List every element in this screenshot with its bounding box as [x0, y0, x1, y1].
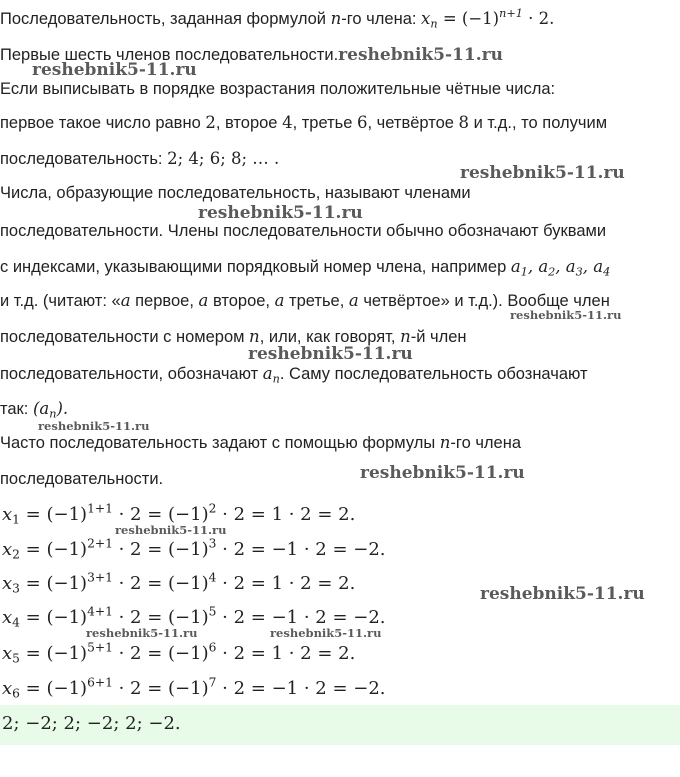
equation-x1: $x_1 = (-1)^{1+1} \cdot 2 = (-1)^2 \cdot 2 = 1 \cdot 2 = 2$.	[2, 501, 356, 527]
problem-statement	[0, 8, 554, 30]
watermark: reshebnik5-11.ru	[510, 308, 622, 322]
watermark: reshebnik5-11.ru	[360, 463, 525, 483]
theory-line: последовательность: 2; 4; 6; 8; … .	[0, 149, 280, 168]
watermark: reshebnik5-11.ru	[338, 45, 503, 65]
indexed-terms: $a_1$, $a_2$, $a_3$, $a_4$	[510, 257, 611, 279]
theory-line: Если выписывать в порядке возрастания положительные чётные числа:	[0, 80, 556, 98]
theory-line: первое такое число равно 2, второе 4, третье 6, четвёртое 8 и т.д., то получим	[0, 113, 608, 132]
theory-line: с индексами, указывающими порядковый номер члена, например $a_1$, $a_2$, $a_3$, $a_4$	[0, 257, 611, 279]
answer-text: 2; −2; 2; −2; 2; −2.	[2, 713, 181, 734]
watermark: reshebnik5-11.ru	[198, 203, 363, 223]
theory-line: Числа, образующие последовательность, называют членами	[0, 184, 471, 202]
statement-text: Последовательность, заданная формулой	[0, 10, 331, 28]
equation-x4: $x_4 = (-1)^{4+1} \cdot 2 = (-1)^5 \cdot 2 = -1 \cdot 2 = -2$.	[2, 604, 386, 630]
watermark: reshebnik5-11.ru	[86, 626, 198, 640]
theory-line: последовательности, обозначают $a_n$. Саму последовательность обозначают	[0, 364, 588, 386]
theory-line: последовательности с номером n, или, как говорят, n-й член	[0, 327, 467, 346]
theory-line: Часто последовательность задают с помощью формулы n-го члена	[0, 433, 522, 452]
watermark: reshebnik5-11.ru	[38, 419, 150, 433]
equation-x6: $x_6 = (-1)^{6+1} \cdot 2 = (-1)^7 \cdot 2 = -1 \cdot 2 = -2$.	[2, 675, 386, 701]
task-text: Первые шесть членов последовательности.reshebnik5-11.ru	[0, 45, 503, 65]
watermark: reshebnik5-11.ru	[460, 163, 625, 183]
equation-x3: $x_3 = (-1)^{3+1} \cdot 2 = (-1)^4 \cdot 2 = 1 \cdot 2 = 2$.	[2, 570, 356, 596]
theory-line: так: $(a_n)$.	[0, 399, 69, 421]
watermark: reshebnik5-11.ru	[480, 584, 645, 604]
equation-x2: $x_2 = (-1)^{2+1} \cdot 2 = (-1)^3 \cdot 2 = -1 \cdot 2 = -2$.	[2, 536, 386, 562]
even-sequence: 2; 4; 6; 8; … .	[167, 149, 280, 168]
equation-x5: $x_5 = (-1)^{5+1} \cdot 2 = (-1)^6 \cdot 2 = 1 \cdot 2 = 2$.	[2, 640, 356, 666]
theory-line: последовательности.	[0, 470, 164, 488]
theory-line: последовательности. Члены последовательности обычно обозначают буквами	[0, 222, 607, 240]
watermark: reshebnik5-11.ru	[115, 523, 227, 537]
statement-text-mid: -го члена:	[341, 10, 422, 28]
n-var: n	[330, 9, 342, 28]
watermark: reshebnik5-11.ru	[32, 60, 197, 80]
watermark: reshebnik5-11.ru	[270, 626, 382, 640]
sequence-formula: $x_n = (-1)^{n+1} \cdot 2$.	[421, 7, 555, 31]
watermark: reshebnik5-11.ru	[248, 344, 413, 364]
theory-line: и т.д. (читают: «a первое, a второе, a третье, a четвёртое» и т.д.). Вообще член	[0, 291, 610, 310]
